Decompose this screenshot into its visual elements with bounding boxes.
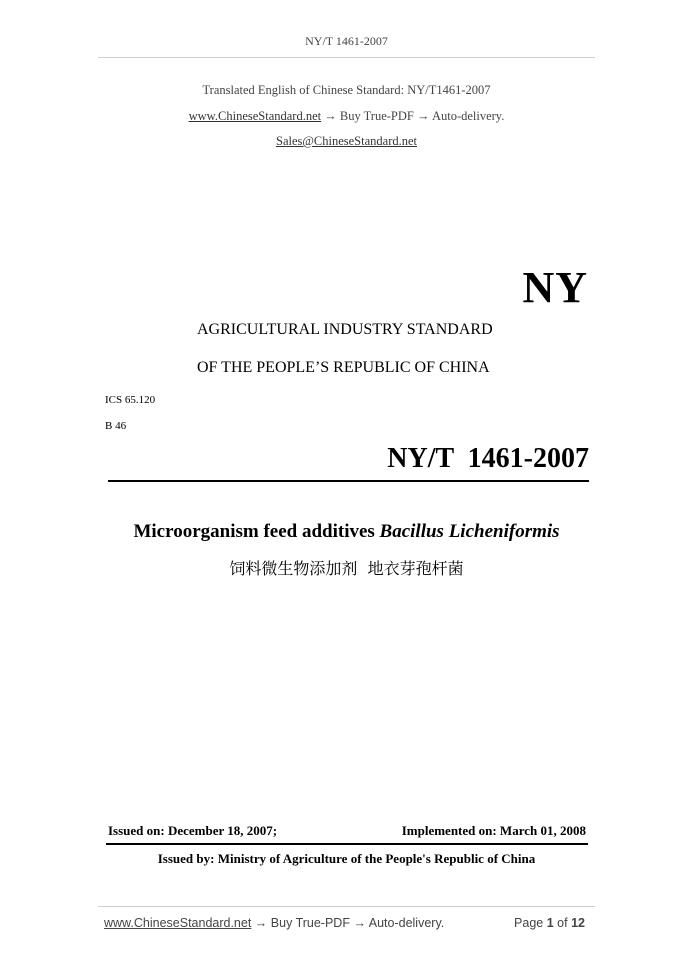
page-label: Page xyxy=(514,916,544,930)
footer-rule xyxy=(98,906,595,907)
translation-notice: Translated English of Chinese Standard: NY/T1461-2007 xyxy=(202,83,491,97)
page-indicator xyxy=(514,916,585,930)
arrow-right-icon: → xyxy=(353,916,366,930)
standard-type-line2: OF THE PEOPLE’S REPUBLIC OF CHINA xyxy=(197,359,490,376)
delivery-text: Auto-delivery. xyxy=(431,109,505,123)
issuing-authority: Issued by: Ministry of Agriculture of the People's Republic of China xyxy=(157,851,536,866)
footer-buy-text: Buy True-PDF xyxy=(270,916,350,930)
page-of: of xyxy=(557,916,568,930)
arrow-right-icon: → xyxy=(324,109,337,123)
header-rule xyxy=(98,57,595,58)
standard-number: NY/T 1461-2007 xyxy=(387,443,589,474)
title-top-rule xyxy=(108,480,589,482)
ccs-code: B 46 xyxy=(105,420,127,432)
footer-purchase-line xyxy=(104,916,444,930)
title-italic: Bacillus Licheniformis xyxy=(379,521,560,542)
sales-email-link[interactable]: Sales@ChineseStandard.net xyxy=(276,134,417,148)
implemented-on-date: Implemented on: March 01, 2008 xyxy=(401,823,586,838)
site-link[interactable]: www.ChineseStandard.net xyxy=(188,109,322,123)
title-chinese: 饲料微生物添加剂 地衣芽孢杆菌 xyxy=(229,559,464,578)
issued-on-date: Issued on: December 18, 2007; xyxy=(108,823,278,838)
buy-text: Buy True-PDF xyxy=(339,109,414,123)
document-title xyxy=(0,521,693,543)
arrow-right-icon: → xyxy=(254,916,268,930)
footer-delivery-text: Auto-delivery. xyxy=(368,916,445,930)
issue-rule xyxy=(106,843,588,845)
standard-type-line1: AGRICULTURAL INDUSTRY STANDARD xyxy=(197,321,493,338)
ics-code: ICS 65.120 xyxy=(105,394,156,406)
running-header: NY/T 1461-2007 xyxy=(305,34,388,48)
footer-site-link[interactable]: www.ChineseStandard.net xyxy=(104,916,252,930)
title-plain: Microorganism feed additives xyxy=(133,521,380,542)
purchase-line xyxy=(0,109,693,124)
page-current: 1 xyxy=(546,916,554,930)
arrow-right-icon: → xyxy=(417,109,430,123)
page-total: 12 xyxy=(571,916,585,930)
standard-code-logo: NY xyxy=(522,263,588,312)
